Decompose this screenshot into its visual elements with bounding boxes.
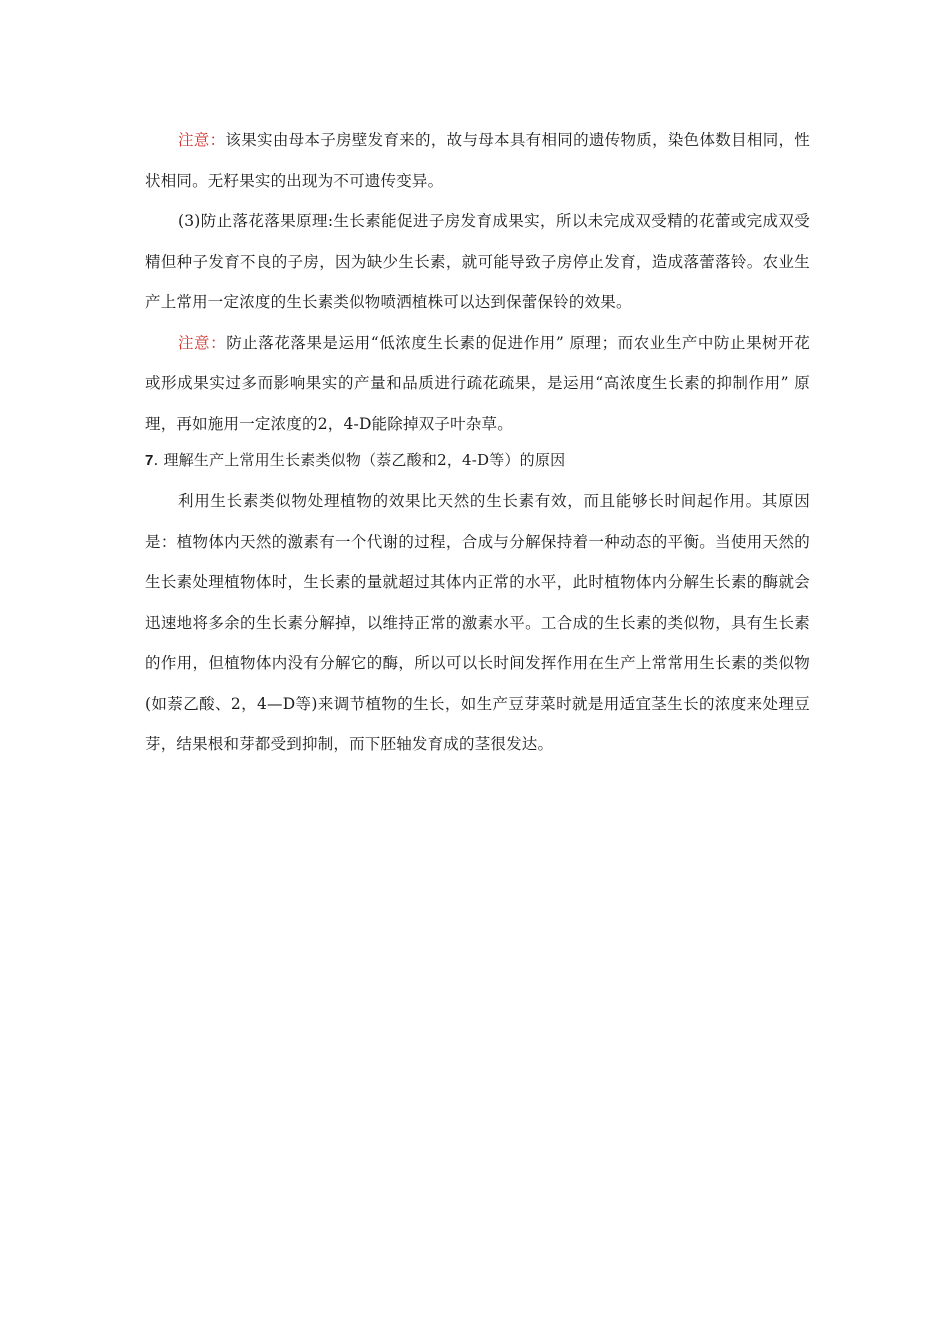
paragraph-auxin-analogs — [145, 481, 810, 765]
note-paragraph-1 — [145, 120, 810, 201]
paragraph-text: (3)防止落花落果原理:生长素能促进子房发育成果实，所以未完成双受精的花蕾或完成双受精但种子发育不良的子房，因为缺少生长素，就可能导致子房停止发育，造成落蕾落铃。农业生产上常用一定浓度的生长素类似物喷洒植株可以达到保蕾保铃的效果。 — [145, 212, 810, 311]
section-heading-text: . 理解生产上常用生长素类似物（萘乙酸和2，4-D等）的原因 — [153, 451, 566, 469]
note-label: 注意： — [178, 131, 226, 149]
note-paragraph-2 — [145, 323, 810, 445]
note-text: 防止落花落果是运用“低浓度生长素的促进作用” 原理；而农业生产中防止果树开花或形成果实过多而影响果实的产量和品质进行疏花疏果，是运用“高浓度生长素的抑制作用” 原理，再如施用一定浓度的2，4-D能除掉双子叶杂草。 — [145, 333, 810, 433]
document-body — [145, 120, 810, 765]
paragraph-abscission-principle — [145, 201, 810, 323]
section-heading-7 — [145, 442, 810, 479]
section-number: 7 — [145, 452, 154, 469]
note-text: 该果实由母本子房壁发育来的，故与母本具有相同的遗传物质，染色体数目相同，性状相同。无籽果实的出现为不可遗传变异。 — [145, 131, 811, 190]
note-label: 注意： — [178, 333, 227, 352]
paragraph-text: 利用生长素类似物处理植物的效果比天然的生长素有效，而且能够长时间起作用。其原因是：植物体内天然的激素有一个代谢的过程，合成与分解保持着一种动态的平衡。当使用天然的生长素处理植物体时，生长素的量就超过其体内正常的水平，此时植物体内分解生长素的酶就会迅速地将多余的生长素分解掉，以维持正常的激素水平。工合成的生长素的类似物，具有生长素的作用，但植物体内没有分解它的酶，所以可以长时间发挥作用在生产上常常用生长素的类似物(如萘乙酸、2，4—D等)来调节植物的生长，如生产豆芽菜时就是用适宜茎生长的浓度来处理豆芽，结果根和芽都受到抑制，而下胚轴发育成的茎很发达。 — [145, 492, 810, 753]
